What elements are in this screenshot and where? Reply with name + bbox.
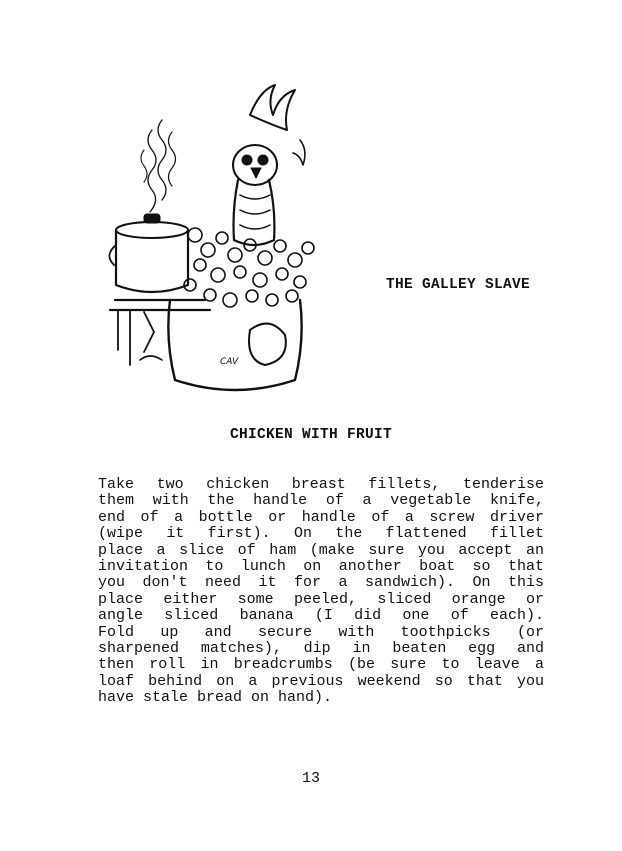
recipe-line: (wipe it first). On the flattened fillet <box>98 526 544 543</box>
recipe-line: sharpened matches), dip in beaten egg and <box>98 640 544 657</box>
recipe-line: end of a bottle or handle of a screw driver <box>98 509 544 526</box>
recipe-line: you don't need it for a sandwich). On this <box>98 575 544 592</box>
page-number: 13 <box>301 770 320 787</box>
recipe-line: Fold up and secure with toothpicks (or <box>98 624 544 641</box>
column-title: THE GALLEY SLAVE <box>386 277 531 293</box>
recipe-title: CHICKEN WITH FRUIT <box>229 427 393 443</box>
recipe-line: have stale bread on hand). <box>98 690 333 707</box>
recipe-line: then roll in breadcrumbs (be sure to leave a <box>98 657 544 674</box>
recipe-line: Take two chicken breast fillets, tenderise <box>98 477 544 493</box>
recipe-line: angle sliced banana (I did one of each). <box>98 608 544 625</box>
recipe-line: place either some peeled, sliced orange or <box>98 591 544 608</box>
recipe-line: loaf behind on a previous weekend so that you <box>98 673 544 690</box>
chicken-cooking-illustration <box>100 60 325 395</box>
recipe-body <box>98 477 544 706</box>
recipe-line: place a slice of ham (make sure you accept an <box>98 542 544 559</box>
recipe-line: them with the handle of a vegetable knife, <box>98 493 544 510</box>
recipe-line: invitation to lunch on another boat so that <box>98 558 544 575</box>
artist-signature: CAV <box>220 357 239 367</box>
